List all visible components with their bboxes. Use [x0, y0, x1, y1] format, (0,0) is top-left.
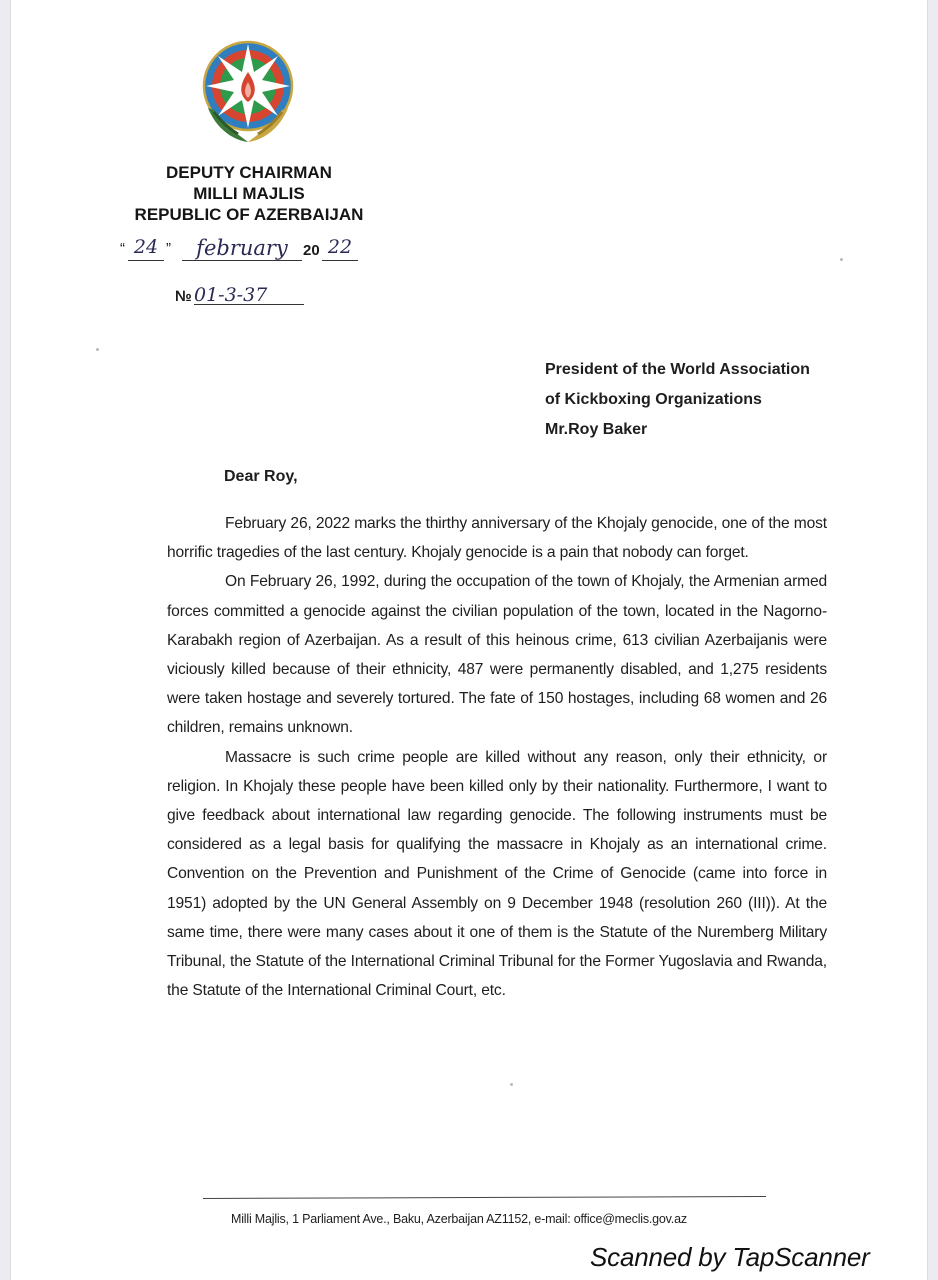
date-day: 24 [128, 236, 164, 261]
paragraph-anniversary: February 26, 2022 marks the thirthy anniversary of the Khojaly genocide, one of the most horrific tragedies of the last century. Khojaly genocide is a pain that nobody can forget. [167, 515, 827, 562]
recipient-title-line-1: President of the World Association [545, 361, 810, 378]
date-month: february [182, 236, 302, 261]
reference-value: 01-3-37 [194, 284, 304, 305]
recipient-title-line-2: of Kickboxing Organizations [545, 391, 762, 408]
letter-body [167, 509, 827, 1005]
letterhead-line-country: REPUBLIC OF AZERBAIJAN [134, 205, 364, 224]
letterhead-title [118, 162, 380, 225]
scan-speck [510, 1083, 513, 1086]
date-year-prefix: 20 [303, 242, 320, 259]
paragraph-international-law: Massacre is such crime people are killed without any reason, only their ethnicity, or religion. In Khojaly these people have been killed only by their nationality. Furthermore, I want to give feedback about international law regarding genocide. The following instruments must be considered as a legal basis for qualifying the massacre in Khojaly as an international crime. Convention on the Prevention and Punishment of the Crime of Genocide (came into force in 1951) adopted by the UN General Assembly on 9 December 1948 (resolution 260 (III)). At the same time, there were many cases about it one of them is the Statute of the Nuremberg Military Tribunal, the Statute of the International Criminal Tribunal for the Former Yugoslavia and Rwanda, the Statute of the International Criminal Court, etc. [167, 748, 827, 1000]
letterhead-line-institution: MILLI MAJLIS [193, 184, 305, 203]
letter-page [10, 0, 928, 1280]
date-year-suffix: 22 [322, 236, 358, 261]
salutation: Dear Roy, [224, 468, 298, 485]
letterhead-line-position: DEPUTY CHAIRMAN [166, 163, 332, 182]
paragraph-events: On February 26, 1992, during the occupation of the town of Khojaly, the Armenian armed forces committed a genocide against the civilian population of the town, located in the Nagorno-Karabakh region of Azerbaijan. As a result of this heinous crime, 613 civilian Azerbaijanis were viciously killed because of their ethnicity, 487 were permanently disabled, and 1,275 residents were taken hostage and severely tortured. The fate of 150 hostages, including 68 women and 26 children, remains unknown. [167, 573, 827, 737]
scan-speck [96, 348, 99, 351]
scan-speck [840, 258, 843, 261]
footer-divider [203, 1196, 766, 1199]
recipient-block [545, 355, 845, 445]
recipient-name: Mr.Roy Baker [545, 421, 648, 438]
date-close-quote: ” [166, 240, 171, 257]
footer-address: Milli Majlis, 1 Parliament Ave., Baku, Azerbaijan AZ1152, e-mail: office@meclis.gov.az [231, 1212, 687, 1226]
scanner-watermark: Scanned by TapScanner [590, 1242, 870, 1272]
reference-label: № [175, 288, 192, 305]
state-emblem-icon [198, 36, 298, 146]
date-open-quote: “ [120, 240, 125, 257]
